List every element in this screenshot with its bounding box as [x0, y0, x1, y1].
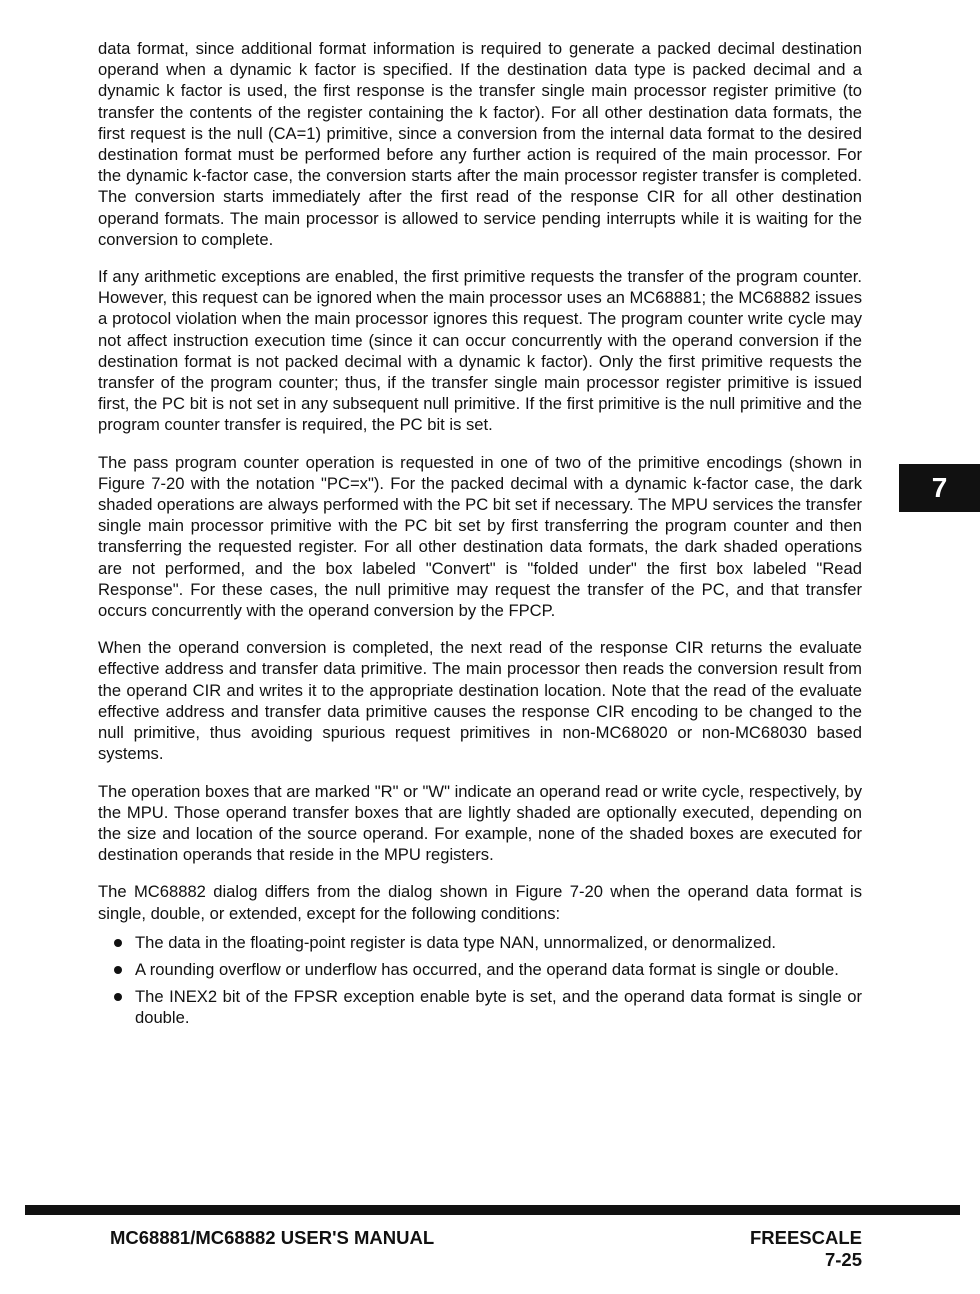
conditions-list [98, 932, 862, 1029]
bullet-icon [114, 966, 122, 974]
paragraph-arithmetic-exceptions: If any arithmetic exceptions are enabled, the first primitive requests the transfer of the program counter. However, this request can be ignored when the main processor uses an MC68881; the MC68882 issues a protocol violation when the main processor ignores this request. The program counter write cycle may not affect instruction execution time (since it can occur concurrently with the operand conversion if the destination format is not packed decimal with a dynamic k factor). Only the first primitive requests the transfer of the program counter; thus, if the transfer single main processor register primitive is issued first, the PC bit is not set in any subsequent null primitive. If the first primitive is the null primitive and the program counter transfer is required, the PC bit is set. [98, 267, 862, 435]
bullet-icon [114, 939, 122, 947]
list-item-text: The data in the floating-point register is data type NAN, unnormalized, or denormalized. [135, 932, 777, 952]
paragraph-pass-program-counter: The pass program counter operation is requested in one of two of the primitive encodings (shown in Figure 7-20 with the notation "PC=x"). For the packed decimal with a dynamic k-factor case, the dark shaded operations are always performed with the PC bit set if necessary. The MPU services the transfer single main processor primitive with the PC bit set by first transferring the program counter and then transferring the requested register. For all other destination data formats, the dark shaded operations are not performed, and the box labeled "Convert" is "folded under" the first box labeled "Read Response". For these cases, the null primitive may request the transfer of the PC, and that transfer occurs concurrently with the operand conversion by the FPCP. [98, 452, 862, 621]
footer-divider [25, 1205, 960, 1215]
page-number: 7-25 [824, 1249, 862, 1270]
paragraph-conversion-start: data format, since additional format information is required to generate a packed decimal destination operand when a dynamic k factor is specified. If the destination data type is packed decimal and a dynamic k factor is used, the first response is the transfer single main processor register primitive (to transfer the contents of the register containing the k factor). For all other destination data formats, the first request is the null (CA=1) primitive, since a conversion from the internal data format to the desired destination format must be performed before any further action is required of the main processor. For the dynamic k-factor case, the conversion starts after the main processor register transfer is completed. The conversion starts immediately after the first read of the response CIR for all other destination operand formats. The main processor is allowed to service pending interrupts while it is waiting for the conversion to complete. [98, 39, 862, 249]
list-item [98, 959, 862, 980]
bullet-icon [114, 993, 122, 1001]
paragraph-operation-boxes: The operation boxes that are marked "R" or "W" indicate an operand read or write cycle, respectively, by the MPU. Those operand transfer boxes that are lightly shaded are optionally executed, depending on the size and location of the source operand. For example, none of the shaded boxes are executed for destination operands that reside in the MPU registers. [98, 781, 862, 865]
footer-manual-title: MC68881/MC68882 USER'S MANUAL [110, 1227, 435, 1248]
list-item-text: A rounding overflow or underflow has occurred, and the operand data format is single or double. [135, 959, 839, 979]
paragraph-conversion-complete: When the operand conversion is completed, the next read of the response CIR returns the evaluate effective address and transfer data primitive. The main processor then reads the conversion result from the operand CIR and writes it to the appropriate destination location. Note that the read of the evaluate effective address and transfer data primitive causes the response CIR encoding to be changed to the null primitive, thus avoiding spurious request primitives in non-MC68020 or non-MC68030 based systems. [98, 638, 862, 764]
section-tab-marker: 7 [899, 464, 980, 512]
page-body [98, 38, 862, 1035]
footer-right-block [750, 1227, 862, 1271]
footer-publisher: FREESCALE [749, 1227, 862, 1248]
list-item [98, 932, 862, 953]
list-item-text: The INEX2 bit of the FPSR exception enable byte is set, and the operand data format is single or double. [135, 987, 862, 1028]
list-item [98, 986, 862, 1028]
paragraph-mc68882-dialog: The MC68882 dialog differs from the dialog shown in Figure 7-20 when the operand data format is single, double, or extended, except for the following conditions: [98, 882, 862, 923]
